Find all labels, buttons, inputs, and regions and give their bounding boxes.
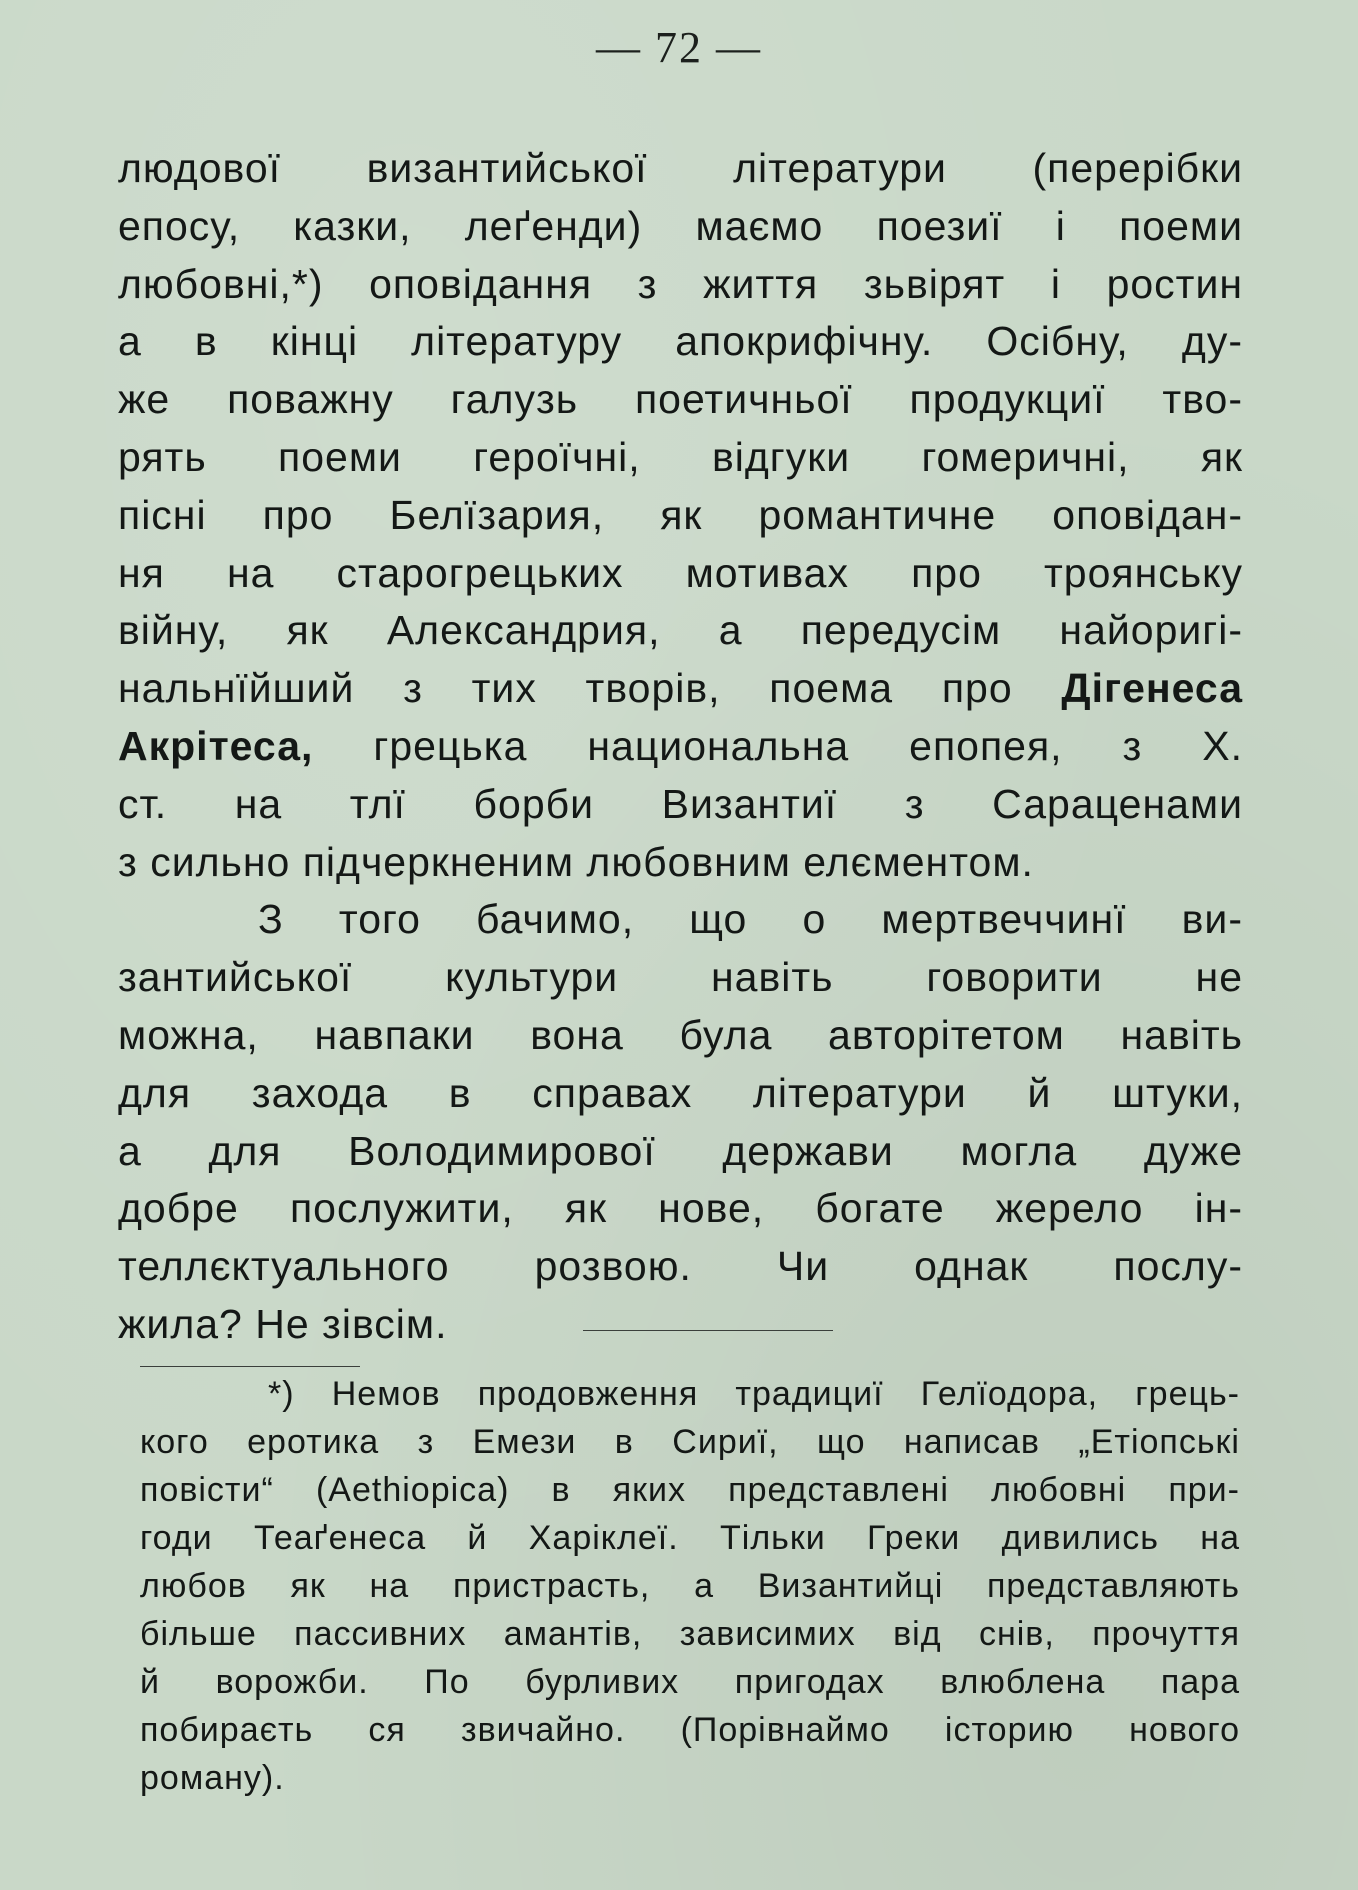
footnote-line: *) Немов продовження традициї Гелїодора, грець- xyxy=(268,1375,1240,1413)
text-line xyxy=(118,718,1243,776)
text-line: людової византийської літератури (перерібки xyxy=(118,145,1243,191)
text-line: ня на старогрецьких мотивах про троянську xyxy=(118,549,1243,596)
closing-divider xyxy=(583,1330,833,1331)
text-line xyxy=(118,660,1243,718)
text-segment: нальнїйший з тих творів, поема про xyxy=(118,665,1013,712)
text-line: З того бачимо, що о мертвеччинї ви- xyxy=(258,896,1243,943)
text-line: а в кінці літературу апокрифічну. Осібну, ду- xyxy=(118,318,1243,365)
text-line: пісні про Белїзария, як романтичне оповідан- xyxy=(118,491,1243,538)
page-number: — 72 — xyxy=(596,23,762,72)
footnote-line: годи Теаґенеса й Харіклеї. Тільки Греки дивились на xyxy=(140,1519,1240,1557)
text-line: війну, як Александрия, а передусім найоригі- xyxy=(118,607,1243,654)
text-line: же поважну галузь поетичньої продукциї тво- xyxy=(118,376,1243,423)
footnote-line: побираєть ся звичайно. (Порівнаймо історию нового xyxy=(140,1711,1240,1749)
text-line: з сильно підчеркненим любовним елєментом. xyxy=(118,838,1034,885)
footnote-line: любов як на пристрасть, а Византийці представляють xyxy=(140,1567,1240,1605)
footnote-line: роману). xyxy=(140,1759,285,1797)
text-line: а для Володимирової держави могла дуже xyxy=(118,1127,1243,1174)
footnote-line: більше пассивних амантів, зависимих від снів, прочуття xyxy=(140,1615,1240,1653)
footnote-line: й ворожби. По бурливих пригодах влюблена пара xyxy=(140,1663,1240,1701)
footnote-line: повісти“ (Aethiopica) в яких представлені любовні при- xyxy=(140,1471,1240,1509)
text-line: рять поеми героїчні, відгуки гомеричні, як xyxy=(118,433,1243,480)
text-line: для захода в справах літератури й штуки, xyxy=(118,1069,1243,1116)
text-line: епосу, казки, леґенди) маємо поезиї і поеми xyxy=(118,202,1243,249)
footnote-line: кого еротика з Емези в Сириї, що написав „Етіопські xyxy=(140,1423,1240,1461)
text-line: добре послужити, як нове, богате жерело ін- xyxy=(118,1185,1243,1232)
bold-name-digenes: Дігенеса xyxy=(1061,665,1243,712)
text-line: любовні,*) оповідання з життя зьвірят і ростин xyxy=(118,260,1243,307)
footnote xyxy=(140,1370,1240,1802)
bold-name-akrites: Акрітеса, xyxy=(118,722,314,769)
text-line: теллєктуального розвою. Чи однак послу- xyxy=(118,1243,1243,1290)
text-line: жила? Не зівсім. xyxy=(118,1300,448,1347)
footnote-divider xyxy=(140,1366,360,1367)
main-text xyxy=(118,140,1243,1354)
text-line: можна, навпаки вона була авторітетом навіть xyxy=(118,1011,1243,1058)
text-line: зантийської культури навіть говорити не xyxy=(118,954,1243,1001)
text-line: ст. на тлї борби Византиї з Сараценами xyxy=(118,780,1243,827)
text-segment: грецька национальна епопея, з X. xyxy=(373,722,1243,769)
